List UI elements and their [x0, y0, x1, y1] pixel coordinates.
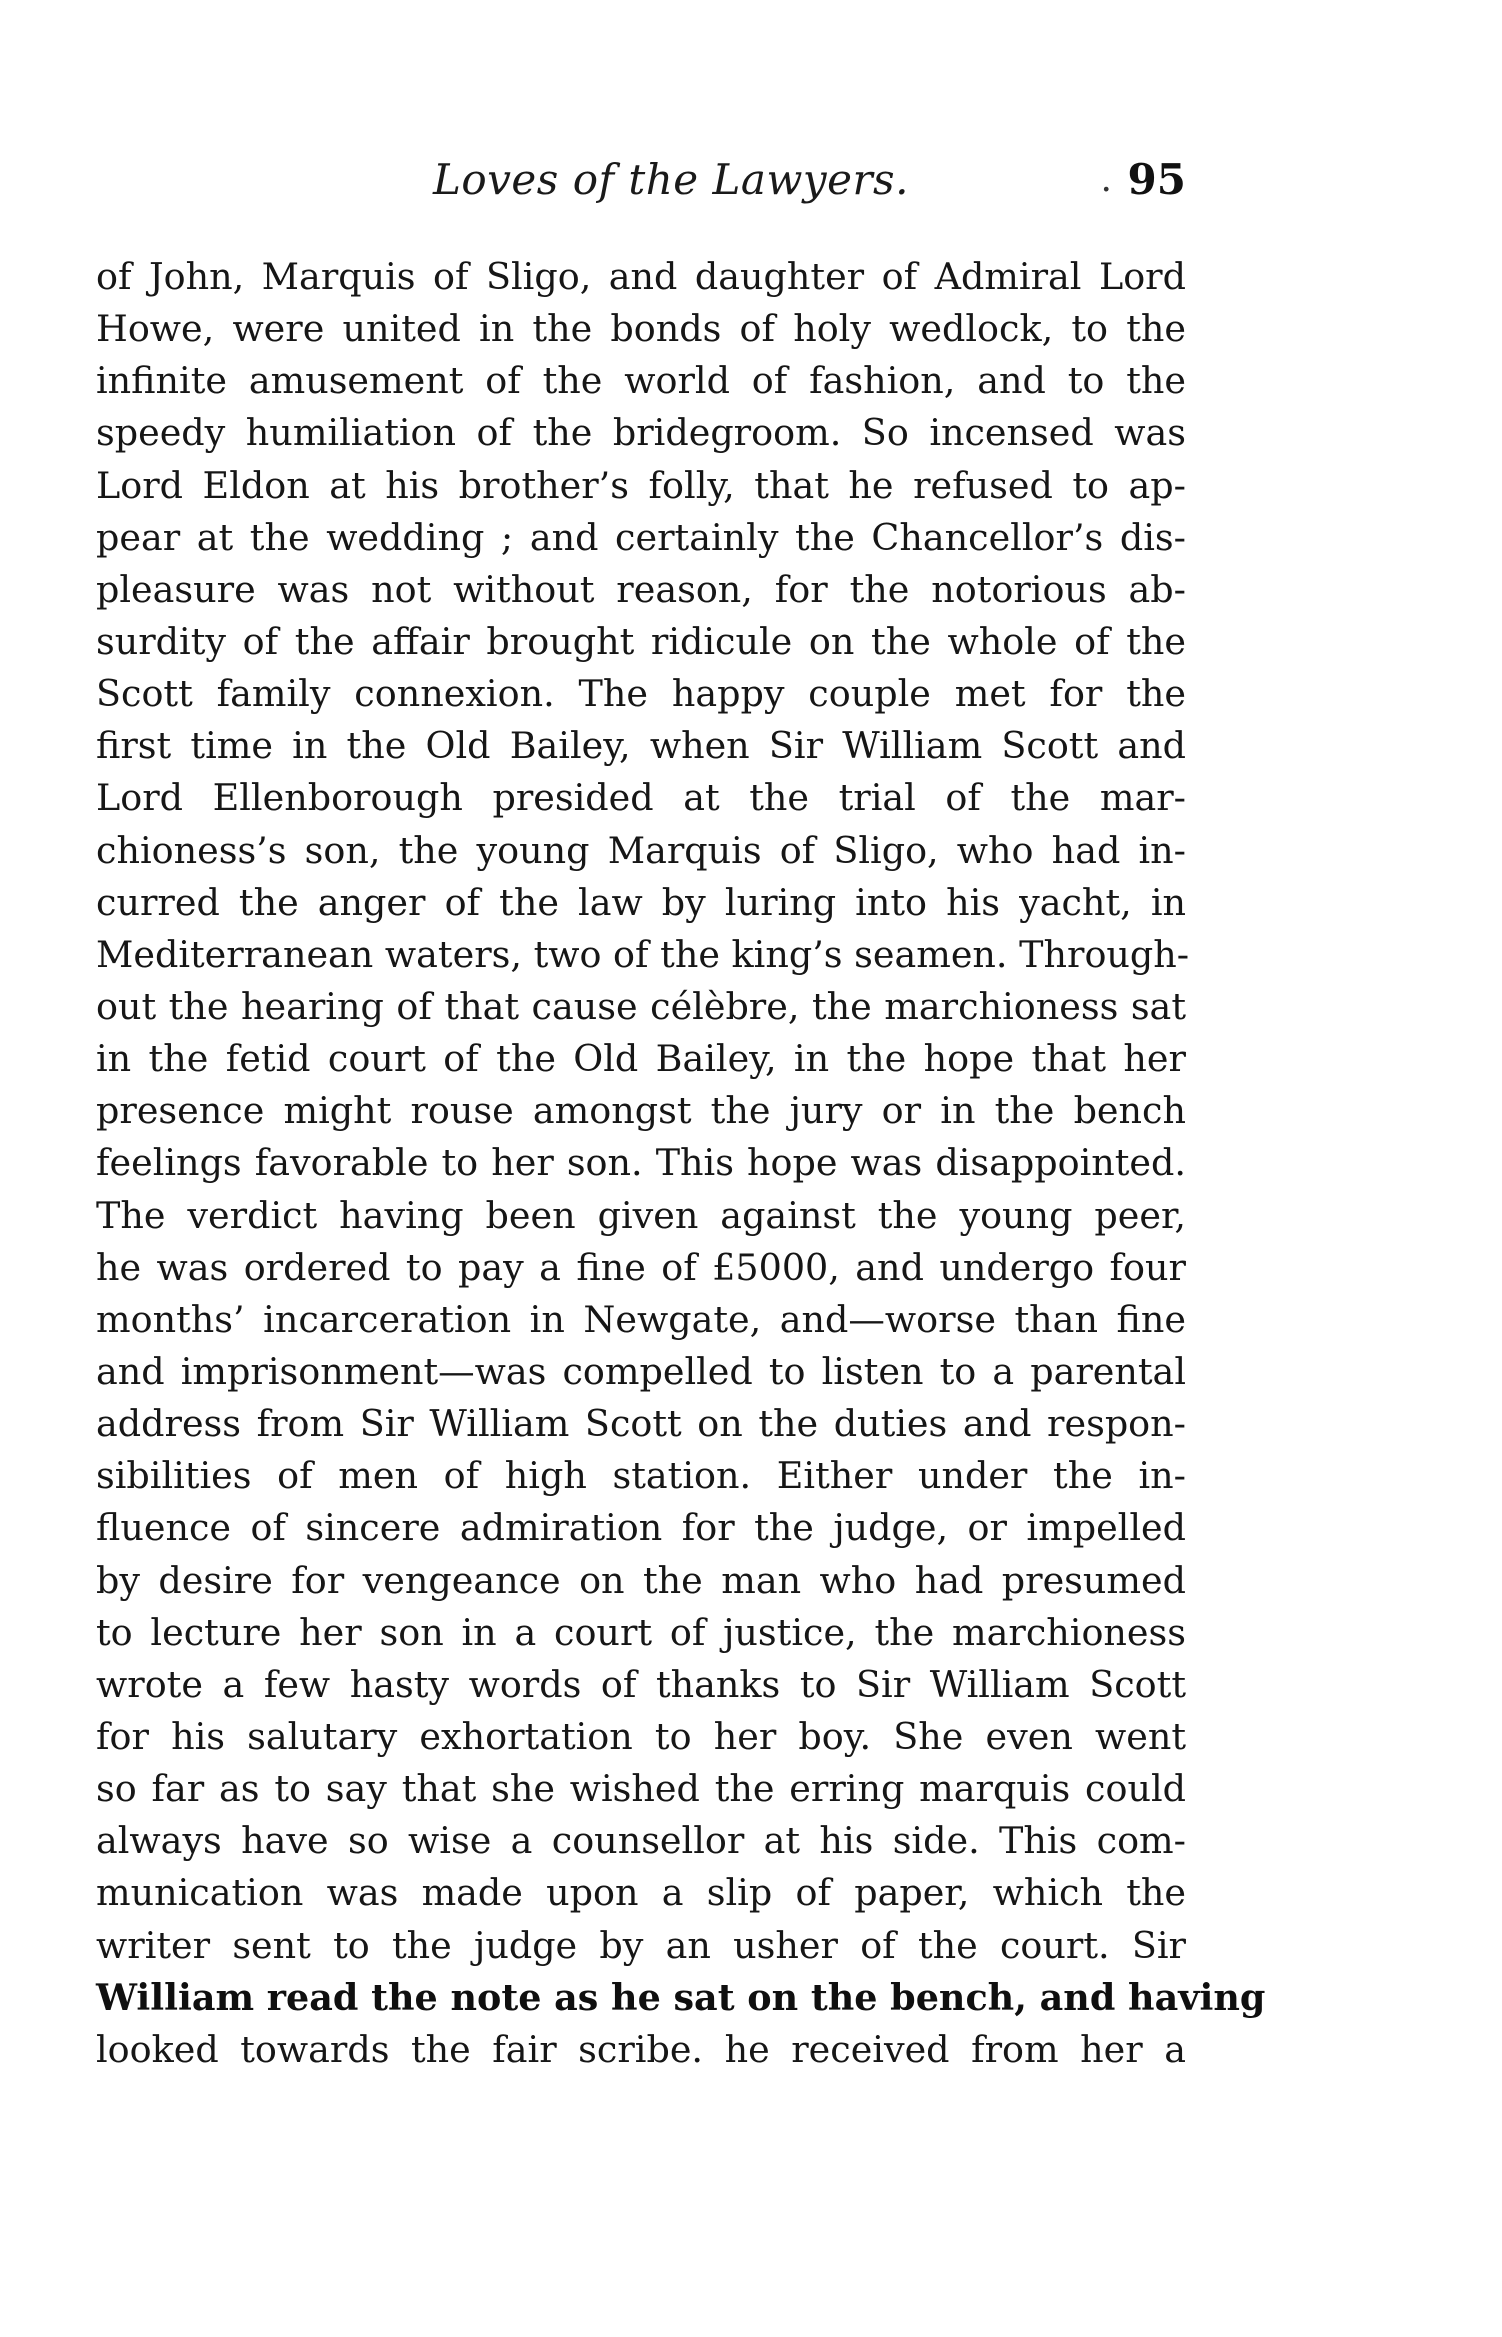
text-line: Scott family connexion. The happy couple met for the: [96, 672, 1186, 716]
text-line: speedy humiliation of the bridegroom. So incensed was: [96, 411, 1186, 455]
text-line: for his salutary exhortation to her boy. She even went: [96, 1714, 1186, 1758]
text-line: out the hearing of that cause célèbre, the marchioness sat: [96, 984, 1186, 1028]
text-line: writer sent to the judge by an usher of the court. Sir: [96, 1923, 1186, 1967]
text-line: first time in the Old Bailey, when Sir William Scott and: [96, 724, 1186, 768]
text-line: feelings favorable to her son. This hope was disappointed.: [96, 1141, 1186, 1185]
text-line: sibilities of men of high station. Either under the in-: [96, 1454, 1186, 1498]
text-line: infinite amusement of the world of fashion, and to the: [96, 359, 1186, 403]
running-head: [96, 150, 1186, 210]
text-line: Lord Ellenborough presided at the trial of the mar-: [96, 776, 1186, 820]
text-line: surdity of the affair brought ridicule on the whole of the: [96, 619, 1186, 663]
text-line: in the fetid court of the Old Bailey, in the hope that her: [96, 1037, 1186, 1081]
text-line: always have so wise a counsellor at his side. This com-: [96, 1819, 1186, 1863]
text-line: fluence of sincere admiration for the judge, or impelled: [96, 1506, 1186, 1550]
page-number: 95: [1127, 155, 1186, 204]
header-dot: .: [1100, 159, 1112, 200]
text-line: William read the note as he sat on the bench, and having: [96, 1975, 1266, 2019]
text-line: to lecture her son in a court of justice, the marchioness: [96, 1610, 1186, 1654]
text-line: pleasure was not without reason, for the notorious ab-: [96, 567, 1186, 611]
text-line: Lord Eldon at his brother’s folly, that he refused to ap-: [96, 463, 1186, 507]
text-line: of John, Marquis of Sligo, and daughter of Admiral Lord: [96, 255, 1186, 298]
text-line: and imprisonment—was compelled to listen to a parental: [96, 1349, 1186, 1393]
text-line: by desire for vengeance on the man who had presumed: [96, 1558, 1186, 1602]
text-line: The verdict having been given against the young peer,: [96, 1193, 1186, 1237]
text-line: Howe, were united in the bonds of holy wedlock, to the: [96, 307, 1186, 351]
running-title: Loves of the Lawyers.: [433, 155, 909, 204]
text-line: wrote a few hasty words of thanks to Sir William Scott: [96, 1662, 1186, 1706]
text-line: looked towards the fair scribe. he received from her a: [96, 2027, 1186, 2071]
text-line: chioness’s son, the young Marquis of Sligo, who had in-: [96, 828, 1186, 872]
text-line: so far as to say that she wished the erring marquis could: [96, 1767, 1186, 1811]
body-text: [96, 251, 1266, 2076]
text-line: address from Sir William Scott on the duties and respon-: [96, 1402, 1186, 1446]
text-line: he was ordered to pay a fine of £5000, and undergo four: [96, 1245, 1186, 1289]
text-line: pear at the wedding ; and certainly the Chancellor’s dis-: [96, 515, 1186, 559]
text-line: presence might rouse amongst the jury or in the bench: [96, 1089, 1186, 1133]
text-line: Mediterranean waters, two of the king’s seamen. Through-: [96, 932, 1190, 976]
text-line: munication was made upon a slip of paper, which the: [96, 1871, 1186, 1915]
text-line: months’ incarceration in Newgate, and—worse than fine: [96, 1297, 1186, 1341]
text-line: curred the anger of the law by luring into his yacht, in: [96, 880, 1186, 924]
